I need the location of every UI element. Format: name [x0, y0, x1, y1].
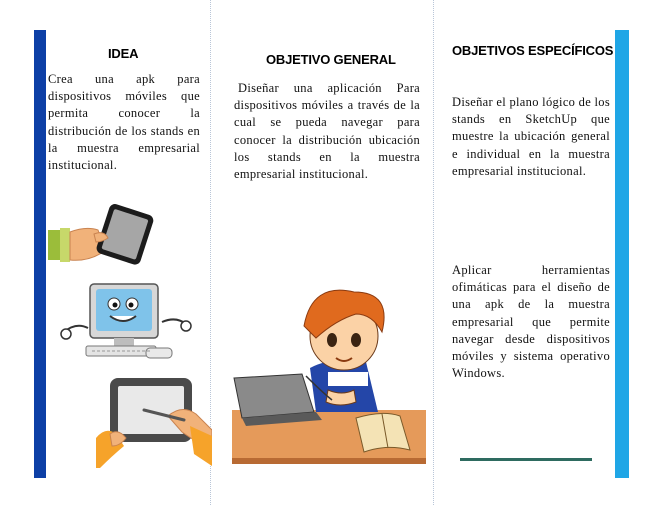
left-accent-bar [34, 30, 46, 478]
computer-mascot-illustration [58, 282, 198, 368]
right-accent-bar [615, 30, 629, 478]
hand-phone-illustration [46, 200, 156, 270]
objetivo-general-text: Diseñar una aplicación Para dispositivos móviles a través de la cual se pueda navegar para conocer la distribución ubicación los stands en la muestra empresarial institucional. [234, 81, 420, 182]
panel-separator-2 [433, 0, 434, 505]
panel-heading-objetivos-especificos: OBJETIVOS ESPECÍFICOS [452, 43, 614, 58]
objetivo-especifico-2: Aplicar herramientas ofimáticas para el diseño de una apk de la muestra empresarial que permite navegar desde dispositivos móviles y sistema operativo Windows. [452, 263, 610, 381]
panel-heading-idea: IDEA [108, 46, 139, 61]
idea-text: Crea una apk para dispositivos móviles que permita conocer la distribución de los stands en la muestra empresarial institucional. [48, 72, 200, 173]
hand-tablet-illustration [96, 376, 212, 470]
boy-laptop-illustration [232, 262, 426, 468]
panel-heading-objetivo-general: OBJETIVO GENERAL [266, 52, 396, 67]
objetivo-especifico-1: Diseñar el plano lógico de los stands en SketchUp que muestre la ubicación general e individual en la muestra empresarial institucional. [452, 95, 610, 178]
divider-line [460, 458, 592, 461]
